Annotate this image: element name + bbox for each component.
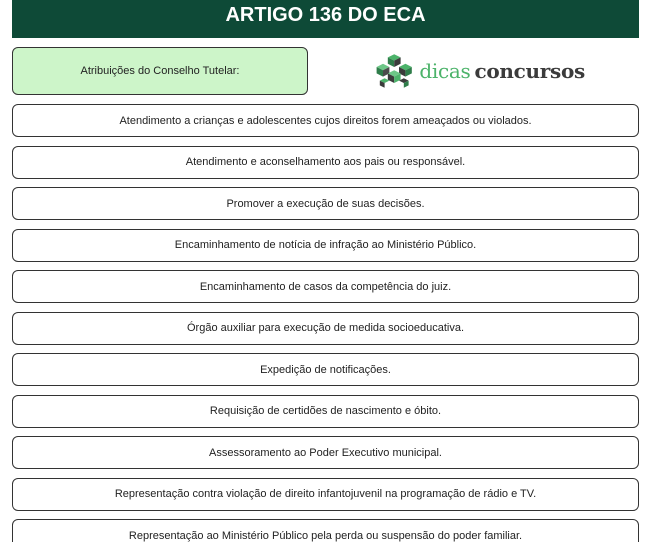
attribution-item (12, 436, 639, 469)
attribution-item-text: Requisição de certidões de nascimento e óbito. (209, 405, 442, 417)
attribution-item-text: Promover a execução de suas decisões. (226, 197, 425, 210)
attribution-item-text: Atendimento e aconselhamento aos pais ou responsável. (185, 156, 466, 168)
attribution-item (12, 146, 639, 179)
attribution-item-text: Encaminhamento de notícia de infração ao Ministério Público. (174, 239, 477, 251)
attribution-item (12, 270, 639, 303)
attribution-item (12, 353, 639, 386)
cube-logo-icon (375, 48, 413, 94)
attribution-item (12, 395, 639, 428)
attribution-item-text: Órgão auxiliar para execução de medida socioeducativa. (187, 322, 464, 334)
intro-box (12, 47, 308, 95)
attribution-item-text: Representação ao Ministério Público pela perda ou suspensão do poder familiar. (128, 529, 523, 542)
attribution-item (12, 229, 639, 262)
dicas-concursos-logo (375, 48, 585, 94)
attribution-item (12, 478, 639, 511)
page-title: ARTIGO 136 DO ECA (12, 0, 639, 38)
attribution-item-text: Atendimento a crianças e adolescentes cujos direitos forem ameaçados ou violados. (119, 114, 532, 127)
attribution-list (12, 104, 639, 542)
attribution-item-text: Encaminhamento de casos da competência do juiz. (199, 280, 452, 293)
logo-word-concursos: concursos (474, 59, 585, 83)
attribution-item (12, 187, 639, 220)
attribution-item (12, 104, 639, 137)
attribution-item-text: Expedição de notificações. (260, 363, 391, 376)
attribution-item-text: Representação contra violação de direito infantojuvenil na programação de rádio e TV. (114, 488, 537, 500)
logo-wordmark (419, 59, 585, 83)
attribution-item (12, 519, 639, 542)
intro-label: Atribuições do Conselho Tutelar: (80, 65, 240, 77)
logo-word-dicas: dicas (419, 59, 471, 83)
attribution-item-text: Assessoramento ao Poder Executivo municipal. (209, 446, 442, 459)
attribution-item (12, 312, 639, 345)
